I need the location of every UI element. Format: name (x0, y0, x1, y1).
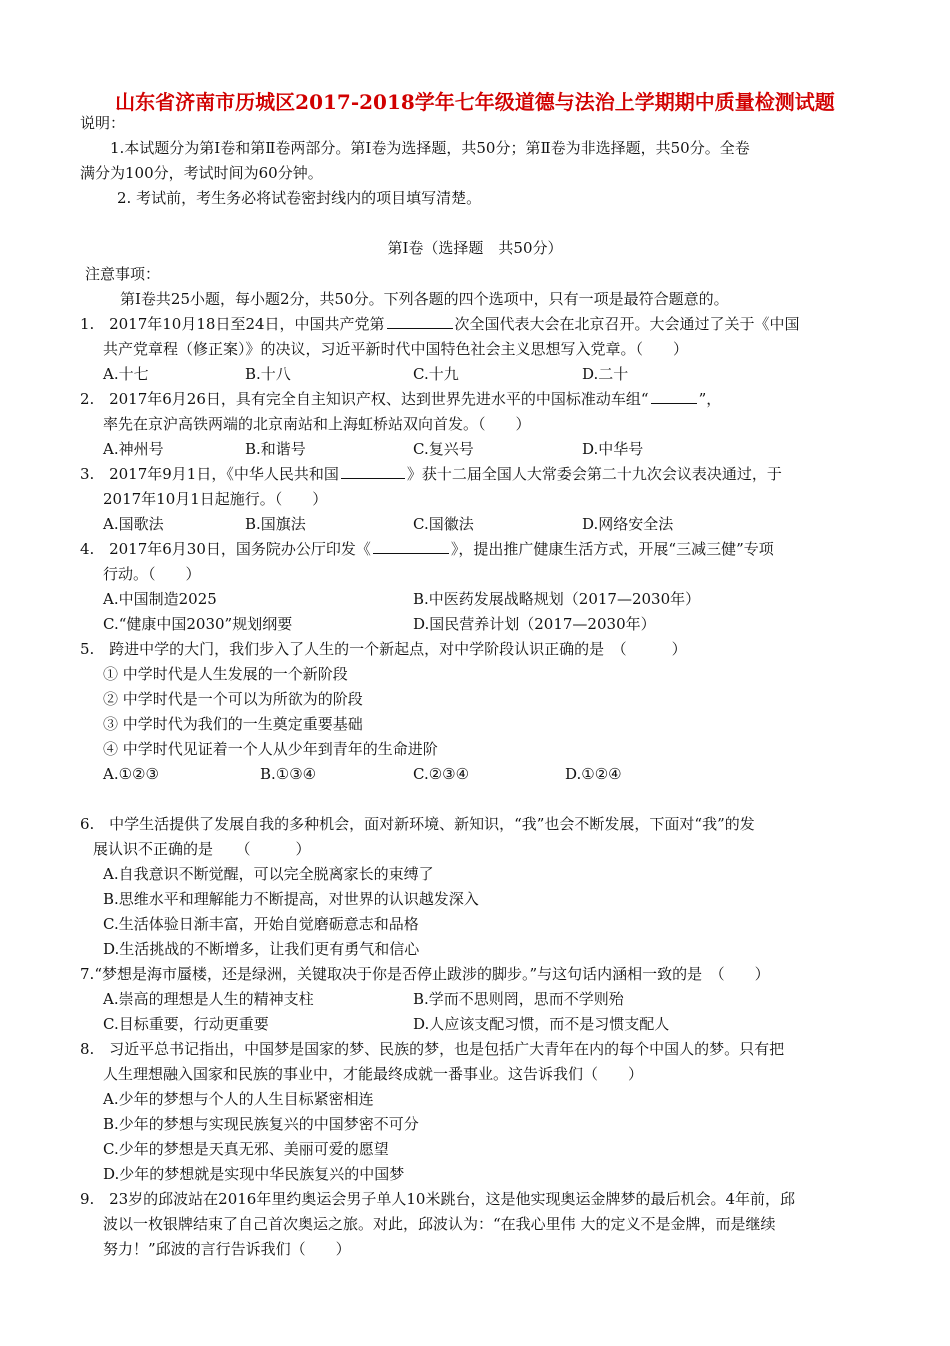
q3-option-c: C.国徽法 (413, 515, 474, 533)
q5-option-c: C.②③④ (413, 765, 470, 783)
q2-option-d: D.中华号 (582, 440, 644, 458)
q6-option-b: B.思维水平和理解能力不断提高，对世界的认识越发深入 (103, 890, 479, 908)
question-9-line-2: 波以一枚银牌结束了自己首次奥运之旅。对此，邱波认为：“在我心里伟 大的定义不是金牌，而是继续 (103, 1215, 776, 1233)
q5-statement-2: ② 中学时代是一个可以为所欲为的阶段 (103, 690, 363, 708)
question-number: 7. (80, 965, 95, 983)
question-3 (80, 464, 782, 484)
question-number: 1. (80, 315, 95, 333)
question-text: 2017年6月30日，国务院办公厅印发《 (109, 540, 371, 558)
instruction-1-line-2: 满分为100分，考试时间为60分钟。 (80, 164, 323, 182)
q5-statement-4: ④ 中学时代见证着一个人从少年到青年的生命进阶 (103, 740, 438, 758)
q3-option-a: A.国歌法 (103, 515, 164, 533)
question-2-line-2: 率先在京沪高铁两端的北京南站和上海虹桥站双向首发。（ ） (103, 415, 531, 433)
question-4 (80, 539, 774, 559)
question-8-line-2: 人生理想融入国家和民族的事业中，才能最终成就一番事业。这告诉我们（ ） (103, 1065, 644, 1083)
question-1 (80, 314, 800, 334)
q2-option-a: A.神州号 (103, 440, 164, 458)
q5-statement-3: ③ 中学时代为我们的一生奠定重要基础 (103, 715, 363, 733)
q4-option-a: A.中国制造2025 (103, 590, 217, 608)
question-text: 23岁的邱波站在2016年里约奥运会男子单人10米跳台，这是他实现奥运金牌梦的最后机会。4年前，邱 (109, 1190, 795, 1208)
question-8 (80, 1039, 784, 1059)
q3-option-d: D.网络安全法 (582, 515, 674, 533)
answer-blank (341, 464, 405, 479)
exam-title: 山东省济南市历城区2017-2018学年七年级道德与法治上学期期中质量检测试题 (115, 90, 835, 114)
question-text: 2017年6月26日，具有完全自主知识产权、达到世界先进水平的中国标准动车组“ (109, 390, 649, 408)
question-text: 跨进中学的大门，我们步入了人生的一个新起点，对中学阶段认识正确的是 （ ） (109, 640, 687, 658)
question-number: 8. (80, 1040, 95, 1058)
q7-option-d: D.人应该支配习惯，而不是习惯支配人 (413, 1015, 670, 1033)
q2-option-c: C.复兴号 (413, 440, 474, 458)
q7-option-c: C.目标重要，行动更重要 (103, 1015, 269, 1033)
question-text: 》获十二届全国人大常委会第二十九次会议表决通过，于 (406, 465, 782, 483)
q8-option-b: B.少年的梦想与实现民族复兴的中国梦密不可分 (103, 1115, 419, 1133)
question-text: 2017年10月18日至24日，中国共产党第 (109, 315, 385, 333)
question-number: 5. (80, 640, 95, 658)
instructions-heading: 说明： (80, 114, 126, 132)
q6-option-d: D.生活挑战的不断增多，让我们更有勇气和信心 (103, 940, 420, 958)
question-text: ”， (698, 390, 722, 408)
question-4-line-2: 行动。（ ） (103, 565, 201, 583)
q5-option-b: B.①③④ (260, 765, 317, 783)
notes-text: 第Ⅰ卷共25小题，每小题2分，共50分。下列各题的四个选项中，只有一项是最符合题意的。 (120, 290, 729, 308)
question-6 (80, 814, 755, 834)
q7-option-a: A.崇高的理想是人生的精神支柱 (103, 990, 314, 1008)
answer-blank (373, 539, 449, 554)
answer-blank (651, 389, 697, 404)
q3-option-b: B.国旗法 (245, 515, 306, 533)
q1-option-b: B.十八 (245, 365, 291, 383)
question-1-line-2: 共产党章程（修正案）》的决议，习近平新时代中国特色社会主义思想写入党章。（ ） (103, 340, 689, 358)
q8-option-d: D.少年的梦想就是实现中华民族复兴的中国梦 (103, 1165, 405, 1183)
q7-option-b: B.学而不思则罔，思而不学则殆 (413, 990, 624, 1008)
q4-option-b: B.中医药发展战略规划（2017—2030年） (413, 590, 701, 608)
instruction-2: 2. 考试前，考生务必将试卷密封线内的项目填写清楚。 (117, 189, 482, 207)
q4-option-c: C.“健康中国2030”规划纲要 (103, 615, 293, 633)
q2-option-b: B.和谐号 (245, 440, 306, 458)
question-text: 习近平总书记指出，中国梦是国家的梦、民族的梦，也是包括广大青年在内的每个中国人的梦。只有把 (109, 1040, 785, 1058)
question-3-line-2: 2017年10月1日起施行。（ ） (103, 490, 328, 508)
notes-label: 注意事项： (85, 265, 161, 283)
question-number: 6. (80, 815, 95, 833)
instruction-1-line-1: 1.本试题分为第Ⅰ卷和第Ⅱ卷两部分。第Ⅰ卷为选择题，共50分；第Ⅱ卷为非选择题，共50分。全卷 (110, 139, 750, 157)
question-text: “梦想是海市蜃楼，还是绿洲，关键取决于你是否停止跋涉的脚步。”与这句话内涵相一致的是 （ ） (94, 965, 770, 983)
question-2 (80, 389, 721, 409)
question-9 (80, 1189, 795, 1209)
q4-option-d: D.国民营养计划（2017—2030年） (413, 615, 656, 633)
question-5 (80, 639, 687, 659)
section-1-heading: 第Ⅰ卷（选择题 共50分） (387, 239, 563, 257)
question-7 (80, 964, 770, 984)
q5-option-d: D.①②④ (565, 765, 622, 783)
question-9-line-3: 努力！”邱波的言行告诉我们（ ） (103, 1240, 351, 1258)
question-number: 4. (80, 540, 95, 558)
question-text: 次全国代表大会在北京召开。大会通过了关于《中国 (454, 315, 800, 333)
q6-option-a: A.自我意识不断觉醒，可以完全脱离家长的束缚了 (103, 865, 434, 883)
q1-option-a: A.十七 (103, 365, 149, 383)
q8-option-c: C.少年的梦想是天真无邪、美丽可爱的愿望 (103, 1140, 389, 1158)
question-number: 2. (80, 390, 95, 408)
question-number: 9. (80, 1190, 95, 1208)
question-6-line-2: 展认识不正确的是 （ ） (93, 840, 311, 858)
question-text: 》，提出推广健康生活方式，开展“三减三健”专项 (450, 540, 774, 558)
q8-option-a: A.少年的梦想与个人的人生目标紧密相连 (103, 1090, 374, 1108)
q5-option-a: A.①②③ (103, 765, 159, 783)
question-text: 中学生活提供了发展自我的多种机会，面对新环境、新知识，“我”也会不断发展，下面对“我”的发 (109, 815, 755, 833)
q1-option-d: D.二十 (582, 365, 629, 383)
q1-option-c: C.十九 (413, 365, 459, 383)
q5-statement-1: ① 中学时代是人生发展的一个新阶段 (103, 665, 348, 683)
question-number: 3. (80, 465, 95, 483)
answer-blank (387, 314, 453, 329)
q6-option-c: C.生活体验日渐丰富，开始自觉磨砺意志和品格 (103, 915, 419, 933)
question-text: 2017年9月1日，《中华人民共和国 (109, 465, 339, 483)
